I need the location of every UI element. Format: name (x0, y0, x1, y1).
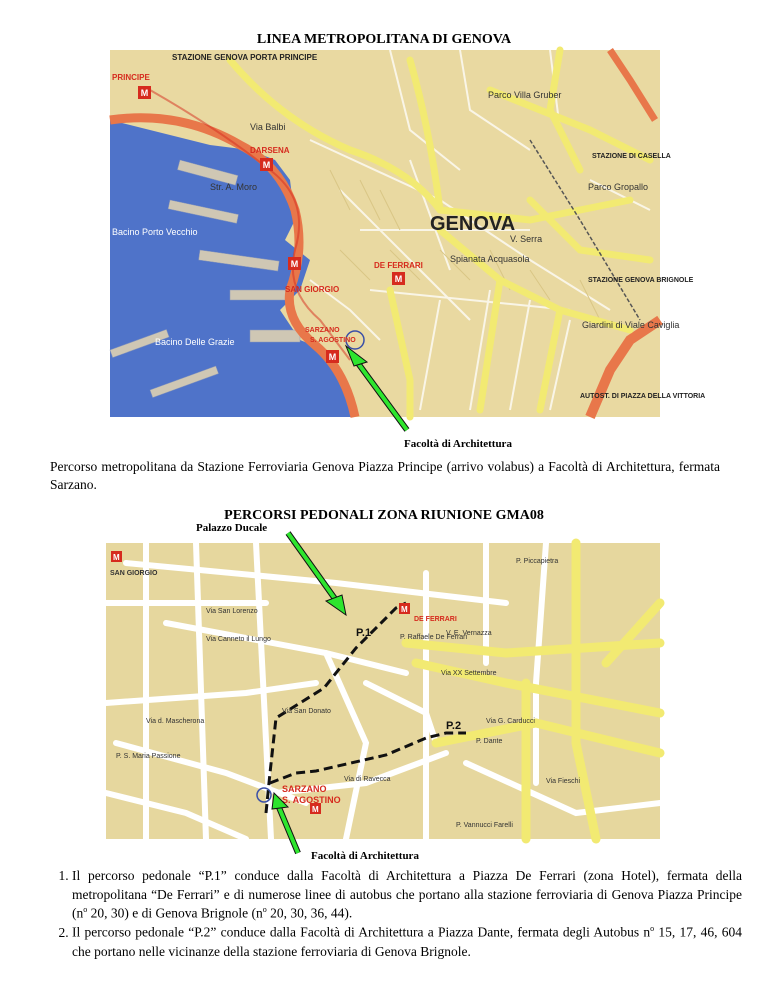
metro-map-canvas (110, 50, 706, 417)
lbl-acquasola: Spianata Acquasola (450, 254, 530, 264)
lbl-dante: P. Dante (476, 738, 503, 745)
svg-text:M: M (312, 805, 319, 814)
lbl-darsena: DARSENA (250, 146, 290, 155)
lbl-serra: V. Serra (510, 234, 543, 244)
lbl-brignole: STAZIONE GENOVA BRIGNOLE (588, 277, 694, 284)
lbl-str-moro: Str. A. Moro (210, 182, 258, 192)
route-list (50, 867, 742, 961)
section1-title: LINEA METROPOLITANA DI GENOVA (256, 32, 512, 47)
palazzo-arrow (280, 527, 360, 627)
list-item-text: Il percorso pedonale “P.2” conduce dalla Facoltà di Architettura a Piazza Dante, fermata degli Autobus n (72, 924, 651, 940)
lbl-sarzano-2: SARZANO (282, 784, 327, 794)
list-item-text: 20, 30, 36, 44). (266, 905, 353, 921)
walking-map[interactable] (106, 543, 660, 839)
lbl-agostino: S. AGOSTINO (310, 337, 356, 344)
walking-map-canvas (106, 543, 660, 839)
lbl-xx-settembre: Via XX Settembre (441, 670, 497, 677)
svg-text:M: M (290, 259, 299, 269)
lbl-vannucci: P. Vannucci Farelli (456, 822, 513, 829)
lbl-san-giorgio-2: SAN GIORGIO (110, 570, 158, 577)
lbl-bacino-grazie: Bacino Delle Grazie (155, 337, 235, 347)
lbl-stazione-principe: STAZIONE GENOVA PORTA PRINCIPE (172, 53, 318, 62)
lbl-gropallo: Parco Gropallo (588, 182, 649, 192)
lbl-de-ferrari-2: DE FERRARI (414, 616, 457, 623)
list-item (72, 923, 742, 961)
lbl-caselia: STAZIONE DI CASELLA (592, 153, 671, 160)
lbl-genova: GENOVA (430, 213, 516, 235)
list-item-sup: o (650, 924, 655, 934)
lbl-lorenzo: Via San Lorenzo (206, 608, 258, 615)
list-item-text: 20, 30) e di Genova Brignole (n (87, 905, 263, 921)
svg-text:M: M (262, 160, 271, 170)
svg-text:M: M (113, 553, 120, 562)
route-label-p2: P.2 (446, 720, 462, 732)
lbl-autost: AUTOST. DI PIAZZA DELLA VITTORIA (580, 393, 706, 400)
lbl-carducci: Via G. Carducci (486, 718, 535, 725)
lbl-fieschi: Via Fieschi (546, 778, 581, 785)
svg-text:M: M (394, 274, 403, 284)
list-item-sup: o (83, 905, 88, 915)
lbl-de-ferrari: DE FERRARI (374, 261, 423, 270)
palazzo-ducale-label: Palazzo Ducale (196, 522, 268, 534)
map1-caption: Facoltà di Architettura (404, 438, 512, 450)
map2-caption: Facoltà di Architettura (311, 850, 419, 862)
lbl-ravecca: Via di Ravecca (344, 776, 391, 783)
list-item-text: Il percorso pedonale “P.1” conduce dalla Facoltà di Architettura a Piazza De Ferrari (zona Hotel), fermata della metropolitana “De Ferrari” e di numerose linee di autobus che portano alla stazione ferroviaria di Genova Piazza Principe (n (72, 868, 742, 921)
list-item (72, 867, 742, 923)
lbl-sarzano: SARZANO (305, 327, 340, 334)
lbl-principe: PRINCIPE (112, 73, 150, 82)
lbl-p-de-ferrari: P. Raffaele De Ferrari (400, 634, 468, 641)
list-item-text: 15, 17, 46, 604 che portano nelle vicinanze della stazione ferroviaria di Genova Brignole. (72, 924, 743, 959)
metro-map[interactable] (110, 50, 706, 417)
lbl-balbi: Via Balbi (250, 122, 286, 132)
lbl-maria-passione: P. S. Maria Passione (116, 753, 181, 760)
section2-title: PERCORSI PEDONALI ZONA RIUNIONE GMA08 (224, 508, 544, 523)
metro-route-description: Percorso metropolitana da Stazione Ferroviaria Genova Piazza Principe (arrivo volabus) a Facoltà di Architettura, fermata Sarzano. (50, 459, 720, 493)
lbl-mascherona: Via d. Mascherona (146, 718, 205, 725)
lbl-agostino-2: S. AGOSTINO (282, 795, 341, 805)
lbl-giardini: Giardini di Viale Caviglia (582, 320, 680, 330)
lbl-vernazza: V. E. Vernazza (446, 630, 492, 637)
list-item-sup: o (262, 905, 267, 915)
lbl-san-giorgio: SAN GIORGIO (285, 285, 340, 294)
lbl-piccapietra: P. Piccapietra (516, 558, 559, 565)
lbl-canneto: Via Canneto il Lungo (206, 636, 271, 643)
lbl-bacino-porto: Bacino Porto Vecchio (112, 227, 198, 237)
lbl-parco-villa: Parco Villa Gruber (488, 90, 562, 100)
lbl-san-donato: Via San Donato (282, 708, 331, 715)
svg-text:M: M (140, 88, 149, 98)
route-label-p1: P.1 (356, 627, 372, 639)
svg-text:M: M (328, 352, 337, 362)
svg-text:M: M (401, 605, 408, 614)
